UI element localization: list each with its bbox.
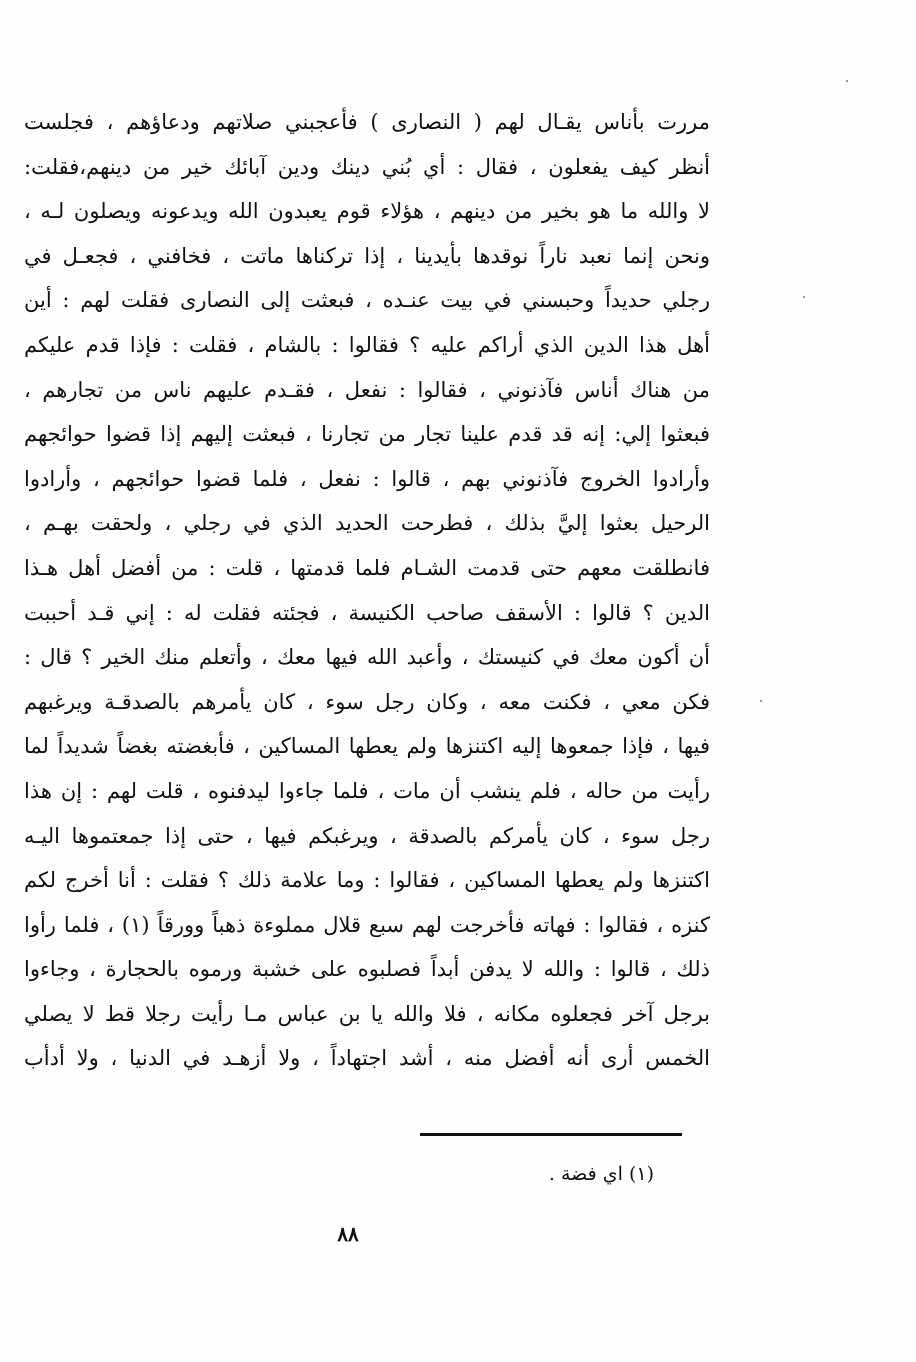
text-line: الدين ؟ قالوا : الأسقف صاحب الكنيسة ، فجئته فقلت له : إني قـد أحببت bbox=[24, 600, 710, 625]
text-line: وأرادوا الخروج فآذنوني بهم ، قالوا : نفعل ، فلما قضوا حوائجهم ، وأرادوا bbox=[24, 466, 710, 491]
text-line: من هناك أناس فآذنوني ، فقالوا : نفعل ، فقـدم عليهم ناس من تجارهم ، bbox=[24, 377, 710, 402]
text-line: فانطلقت معهم حتى قدمت الشـام فلما قدمتها ، قلت : من أفضل أهل هـذا bbox=[24, 555, 710, 580]
footnote: (١) اي فضة . bbox=[548, 1163, 654, 1185]
text-line: رجلي حديداً وحبسني في بيت عنـده ، فبعثت إلى النصارى فقلت لهم : أين bbox=[24, 288, 710, 313]
text-line: مررت بأناس يقـال لهم ( النصارى ) فأعجبني صلاتهم ودعاؤهم ، فجلست bbox=[24, 110, 710, 134]
text-line: رجل سوء ، كان يأمركم بالصدقة ، ويرغبكم فيها ، حتى إذا جمعتموها اليـه bbox=[24, 823, 710, 848]
text-line: الرحيل بعثوا إليَّ بذلك ، فطرحت الحديد الذي في رجلي ، ولحقت بهـم ، bbox=[24, 511, 710, 536]
text-line: ذلك ، قالوا : والله لا يدفن أبداً فصلبوه على خشبة ورموه بالحجارة ، وجاءوا bbox=[24, 957, 710, 982]
text-line: أهل هذا الدين الذي أراكم عليه ؟ فقالوا : بالشام ، فقلت : فإذا قدم عليكم bbox=[24, 332, 710, 357]
scan-speck bbox=[803, 296, 805, 298]
scan-speck bbox=[760, 700, 762, 702]
text-line: اكتنزها ولم يعطها المساكين ، فقالوا : وما علامة ذلك ؟ فقلت : أنا أخرج لكم bbox=[24, 868, 710, 893]
text-line: فبعثوا إلي: إنه قد قدم علينا تجار من تجارنا ، فبعثت إليهم إذا قضوا حوائجهم bbox=[24, 422, 710, 447]
text-line: ونحن إنما نعبد ناراً نوقدها بأيدينا ، إذا تركناها ماتت ، فخافني ، فجعـل في bbox=[24, 243, 710, 268]
text-line: لا والله ما هو بخير من دينهم ، هؤلاء قوم يعبدون الله ويدعونه ويصلون لـه ، bbox=[24, 199, 710, 224]
text-line: فيها ، فإذا جمعوها إليه اكتنزها ولم يعطها المساكين ، فأبغضته بغضاً شديداً لما bbox=[24, 734, 710, 759]
scan-speck bbox=[846, 80, 848, 82]
page-number: ٨٨ bbox=[337, 1222, 359, 1246]
text-line: برجل آخر فجعلوه مكانه ، فلا والله يا بن عباس مـا رأيت رجلا قط لا يصلي bbox=[24, 1001, 710, 1026]
text-line: كنزه ، فقالوا : فهاته فأخرجت لهم سبع قلال مملوءة ذهباً وورقاً (١) ، فلما رأوا bbox=[24, 912, 710, 937]
footnote-separator bbox=[420, 1133, 682, 1136]
text-line: فكن معي ، فكنت معه ، وكان رجل سوء ، كان يأمرهم بالصدقـة ويرغبهم bbox=[24, 689, 710, 714]
text-line: أنظر كيف يفعلون ، فقال : أي بُني دينك ودين آبائك خير من دينهم،فقلت: bbox=[24, 154, 710, 179]
text-line: رأيت من حاله ، فلم ينشب أن مات ، فلما جاءوا ليدفنوه ، قلت لهم : إن هذا bbox=[24, 778, 710, 803]
text-line: أن أكون معك في كنيستك ، وأعبد الله فيها معك ، وأتعلم منك الخير ؟ قال : bbox=[24, 645, 710, 670]
text-line: الخمس أرى أنه أفضل منه ، أشد اجتهاداً ، ولا أزهـد في الدنيا ، ولا أدأب bbox=[24, 1046, 710, 1071]
body-text bbox=[24, 100, 710, 1081]
